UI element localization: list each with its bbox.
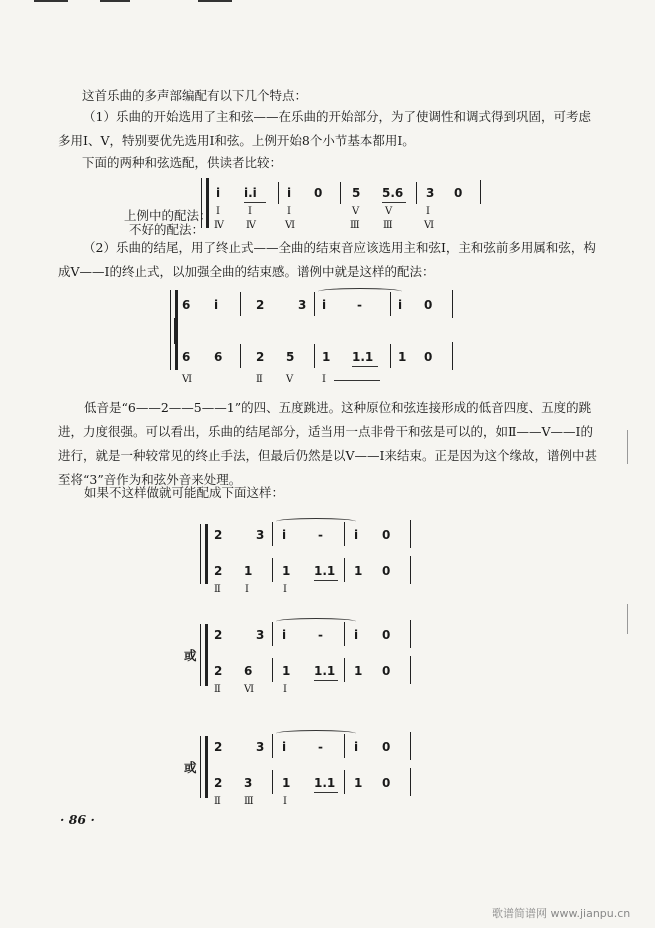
note: 3 bbox=[256, 628, 265, 642]
chord-numeral: Ⅴ bbox=[352, 206, 360, 217]
note: 3 bbox=[298, 298, 307, 312]
label-bad-arrangement: 不好的配法： bbox=[129, 222, 205, 237]
header-mark bbox=[198, 0, 232, 2]
underline bbox=[244, 202, 266, 203]
barline bbox=[200, 736, 208, 798]
watermark: 歌谱简谱网 www.jianpu.cn bbox=[492, 907, 631, 920]
barline bbox=[410, 620, 411, 648]
chord-numeral: Ⅵ bbox=[244, 684, 255, 695]
chord-numeral: Ⅰ bbox=[245, 584, 249, 595]
underline bbox=[352, 366, 378, 367]
chord-numeral: Ⅰ bbox=[283, 796, 287, 807]
barline bbox=[344, 622, 345, 646]
note: 6 bbox=[244, 664, 253, 678]
barline bbox=[416, 182, 417, 204]
barline bbox=[272, 658, 273, 682]
barline bbox=[272, 770, 273, 794]
chord-numeral: Ⅱ bbox=[214, 584, 221, 595]
barline bbox=[200, 624, 208, 686]
note: i bbox=[398, 298, 403, 312]
note: 1.1 bbox=[314, 564, 336, 578]
note: 2 bbox=[214, 628, 223, 642]
note: - bbox=[318, 528, 323, 542]
barline bbox=[410, 556, 411, 584]
note: 0 bbox=[382, 664, 391, 678]
scan-artifact bbox=[627, 604, 628, 634]
label-or: 或 bbox=[184, 760, 197, 775]
note: 6 bbox=[214, 350, 223, 364]
note: i.i bbox=[244, 186, 257, 200]
note: 1 bbox=[322, 350, 331, 364]
system-line bbox=[174, 318, 175, 344]
barline bbox=[410, 732, 411, 760]
note: 0 bbox=[382, 528, 391, 542]
scan-artifact bbox=[627, 430, 628, 464]
underline bbox=[314, 792, 338, 793]
note: i bbox=[282, 628, 287, 642]
note: - bbox=[357, 298, 362, 312]
note: 3 bbox=[256, 740, 265, 754]
chord-numeral: Ⅰ bbox=[287, 206, 291, 217]
note: i bbox=[287, 186, 292, 200]
note: 2 bbox=[256, 350, 265, 364]
note: i bbox=[282, 740, 287, 754]
chord-numeral: Ⅲ bbox=[350, 220, 360, 231]
note: - bbox=[318, 740, 323, 754]
chord-numeral: Ⅰ bbox=[426, 206, 430, 217]
note: - bbox=[318, 628, 323, 642]
label-good-arrangement: 上例中的配法： bbox=[124, 208, 212, 223]
underline bbox=[382, 202, 406, 203]
note: 5 bbox=[286, 350, 295, 364]
barline bbox=[344, 770, 345, 794]
barline bbox=[272, 522, 273, 546]
barline bbox=[314, 292, 315, 316]
note: 0 bbox=[382, 628, 391, 642]
underline bbox=[314, 580, 338, 581]
note: 5.6 bbox=[382, 186, 404, 200]
note: 2 bbox=[214, 740, 223, 754]
note: 1 bbox=[354, 776, 363, 790]
note: i bbox=[282, 528, 287, 542]
note: 0 bbox=[382, 776, 391, 790]
chord-numeral: Ⅰ bbox=[248, 206, 252, 217]
note: 0 bbox=[424, 350, 433, 364]
barline bbox=[390, 292, 391, 316]
note: 6 bbox=[182, 298, 191, 312]
chord-numeral: Ⅱ bbox=[214, 796, 221, 807]
note: 0 bbox=[382, 564, 391, 578]
note: 1 bbox=[398, 350, 407, 364]
note: 6 bbox=[182, 350, 191, 364]
barline bbox=[272, 734, 273, 758]
note: 1 bbox=[244, 564, 253, 578]
chord-numeral: Ⅲ bbox=[244, 796, 254, 807]
chord-numeral: Ⅵ bbox=[424, 220, 435, 231]
chord-numeral: Ⅳ bbox=[246, 220, 256, 231]
barline bbox=[278, 182, 279, 204]
note: 2 bbox=[256, 298, 265, 312]
barline bbox=[410, 656, 411, 684]
label-or: 或 bbox=[184, 648, 197, 663]
chord-numeral: Ⅵ bbox=[285, 220, 296, 231]
note: 1 bbox=[354, 664, 363, 678]
paragraph-point-2: （2）乐曲的结尾，用了终止式——全曲的结束音应该选用主和弦Ⅰ，主和弦前多用属和弦，构成Ⅴ——Ⅰ的终止式，以加强全曲的结束感。谱例中就是这样的配法： bbox=[58, 240, 596, 279]
barline bbox=[344, 734, 345, 758]
barline bbox=[390, 344, 391, 368]
barline bbox=[344, 522, 345, 546]
chord-numeral: Ⅱ bbox=[214, 684, 221, 695]
barline bbox=[452, 290, 453, 318]
barline bbox=[452, 342, 453, 370]
underline bbox=[314, 680, 338, 681]
note: 2 bbox=[214, 564, 223, 578]
chord-numeral: Ⅲ bbox=[383, 220, 393, 231]
barline bbox=[480, 180, 481, 204]
paragraph-alternative: 如果不这样做就可能配成下面这样： bbox=[84, 485, 285, 500]
note: 0 bbox=[454, 186, 463, 200]
note: i bbox=[214, 298, 219, 312]
barline bbox=[344, 658, 345, 682]
note: 1.1 bbox=[314, 664, 336, 678]
note: 3 bbox=[426, 186, 435, 200]
note: 1 bbox=[354, 564, 363, 578]
note: i bbox=[354, 740, 359, 754]
barline bbox=[410, 768, 411, 796]
paragraph-intro: 这首乐曲的多声部编配有以下几个特点： bbox=[82, 88, 308, 103]
chord-numeral: Ⅰ bbox=[216, 206, 220, 217]
note: i bbox=[354, 528, 359, 542]
note: i bbox=[354, 628, 359, 642]
barline bbox=[340, 182, 341, 204]
barline bbox=[240, 344, 241, 368]
barline bbox=[200, 524, 208, 584]
note: 0 bbox=[314, 186, 323, 200]
barline bbox=[344, 558, 345, 582]
paragraph-bass-analysis: 低音是“6——2——5——1”的四、五度跳进。这种原位和弦连接形成的低音四度、五度的跳进，力度很强。可以看出，乐曲的结尾部分，适当用一点非骨干和弦是可以的，如Ⅱ——Ⅴ——Ⅰ的进行，就是一种较常见的终止手法，但最后仍然是以Ⅴ——Ⅰ来结束。正是因为这个缘故，谱例中甚至将“3”音作为和弦外音来处理。 bbox=[58, 400, 597, 487]
header-mark bbox=[100, 0, 130, 2]
barline bbox=[410, 520, 411, 548]
chord-numeral: Ⅱ bbox=[256, 374, 263, 385]
chord-numeral: Ⅰ bbox=[322, 374, 326, 385]
note: 2 bbox=[214, 528, 223, 542]
note: 1 bbox=[282, 564, 291, 578]
note: 1.1 bbox=[352, 350, 374, 364]
note: i bbox=[322, 298, 327, 312]
note: 5 bbox=[352, 186, 361, 200]
note: 0 bbox=[382, 740, 391, 754]
extension-line bbox=[334, 380, 380, 381]
note: i bbox=[216, 186, 221, 200]
note: 1 bbox=[282, 776, 291, 790]
barline bbox=[272, 622, 273, 646]
barline bbox=[240, 292, 241, 316]
barline bbox=[272, 558, 273, 582]
page-number: · 86 · bbox=[60, 812, 95, 827]
note: 3 bbox=[256, 528, 265, 542]
note: 2 bbox=[214, 776, 223, 790]
chord-numeral: Ⅴ bbox=[385, 206, 393, 217]
note: 1.1 bbox=[314, 776, 336, 790]
note: 0 bbox=[424, 298, 433, 312]
note: 3 bbox=[244, 776, 253, 790]
chord-numeral: Ⅴ bbox=[286, 374, 294, 385]
chord-numeral: Ⅰ bbox=[283, 684, 287, 695]
chord-numeral: Ⅳ bbox=[214, 220, 224, 231]
paragraph-point-1: （1）乐曲的开始选用了主和弦——在乐曲的开始部分，为了使调性和调式得到巩固，可考虑多用Ⅰ、Ⅴ，特别要优先选用Ⅰ和弦。上例开始8个小节基本都用Ⅰ。 bbox=[58, 109, 591, 148]
note: 2 bbox=[214, 664, 223, 678]
barline bbox=[314, 344, 315, 368]
paragraph-compare: 下面的两种和弦选配，供读者比较： bbox=[82, 155, 283, 170]
header-mark bbox=[34, 0, 68, 2]
chord-numeral: Ⅰ bbox=[283, 584, 287, 595]
chord-numeral: Ⅵ bbox=[182, 374, 193, 385]
note: 1 bbox=[282, 664, 291, 678]
